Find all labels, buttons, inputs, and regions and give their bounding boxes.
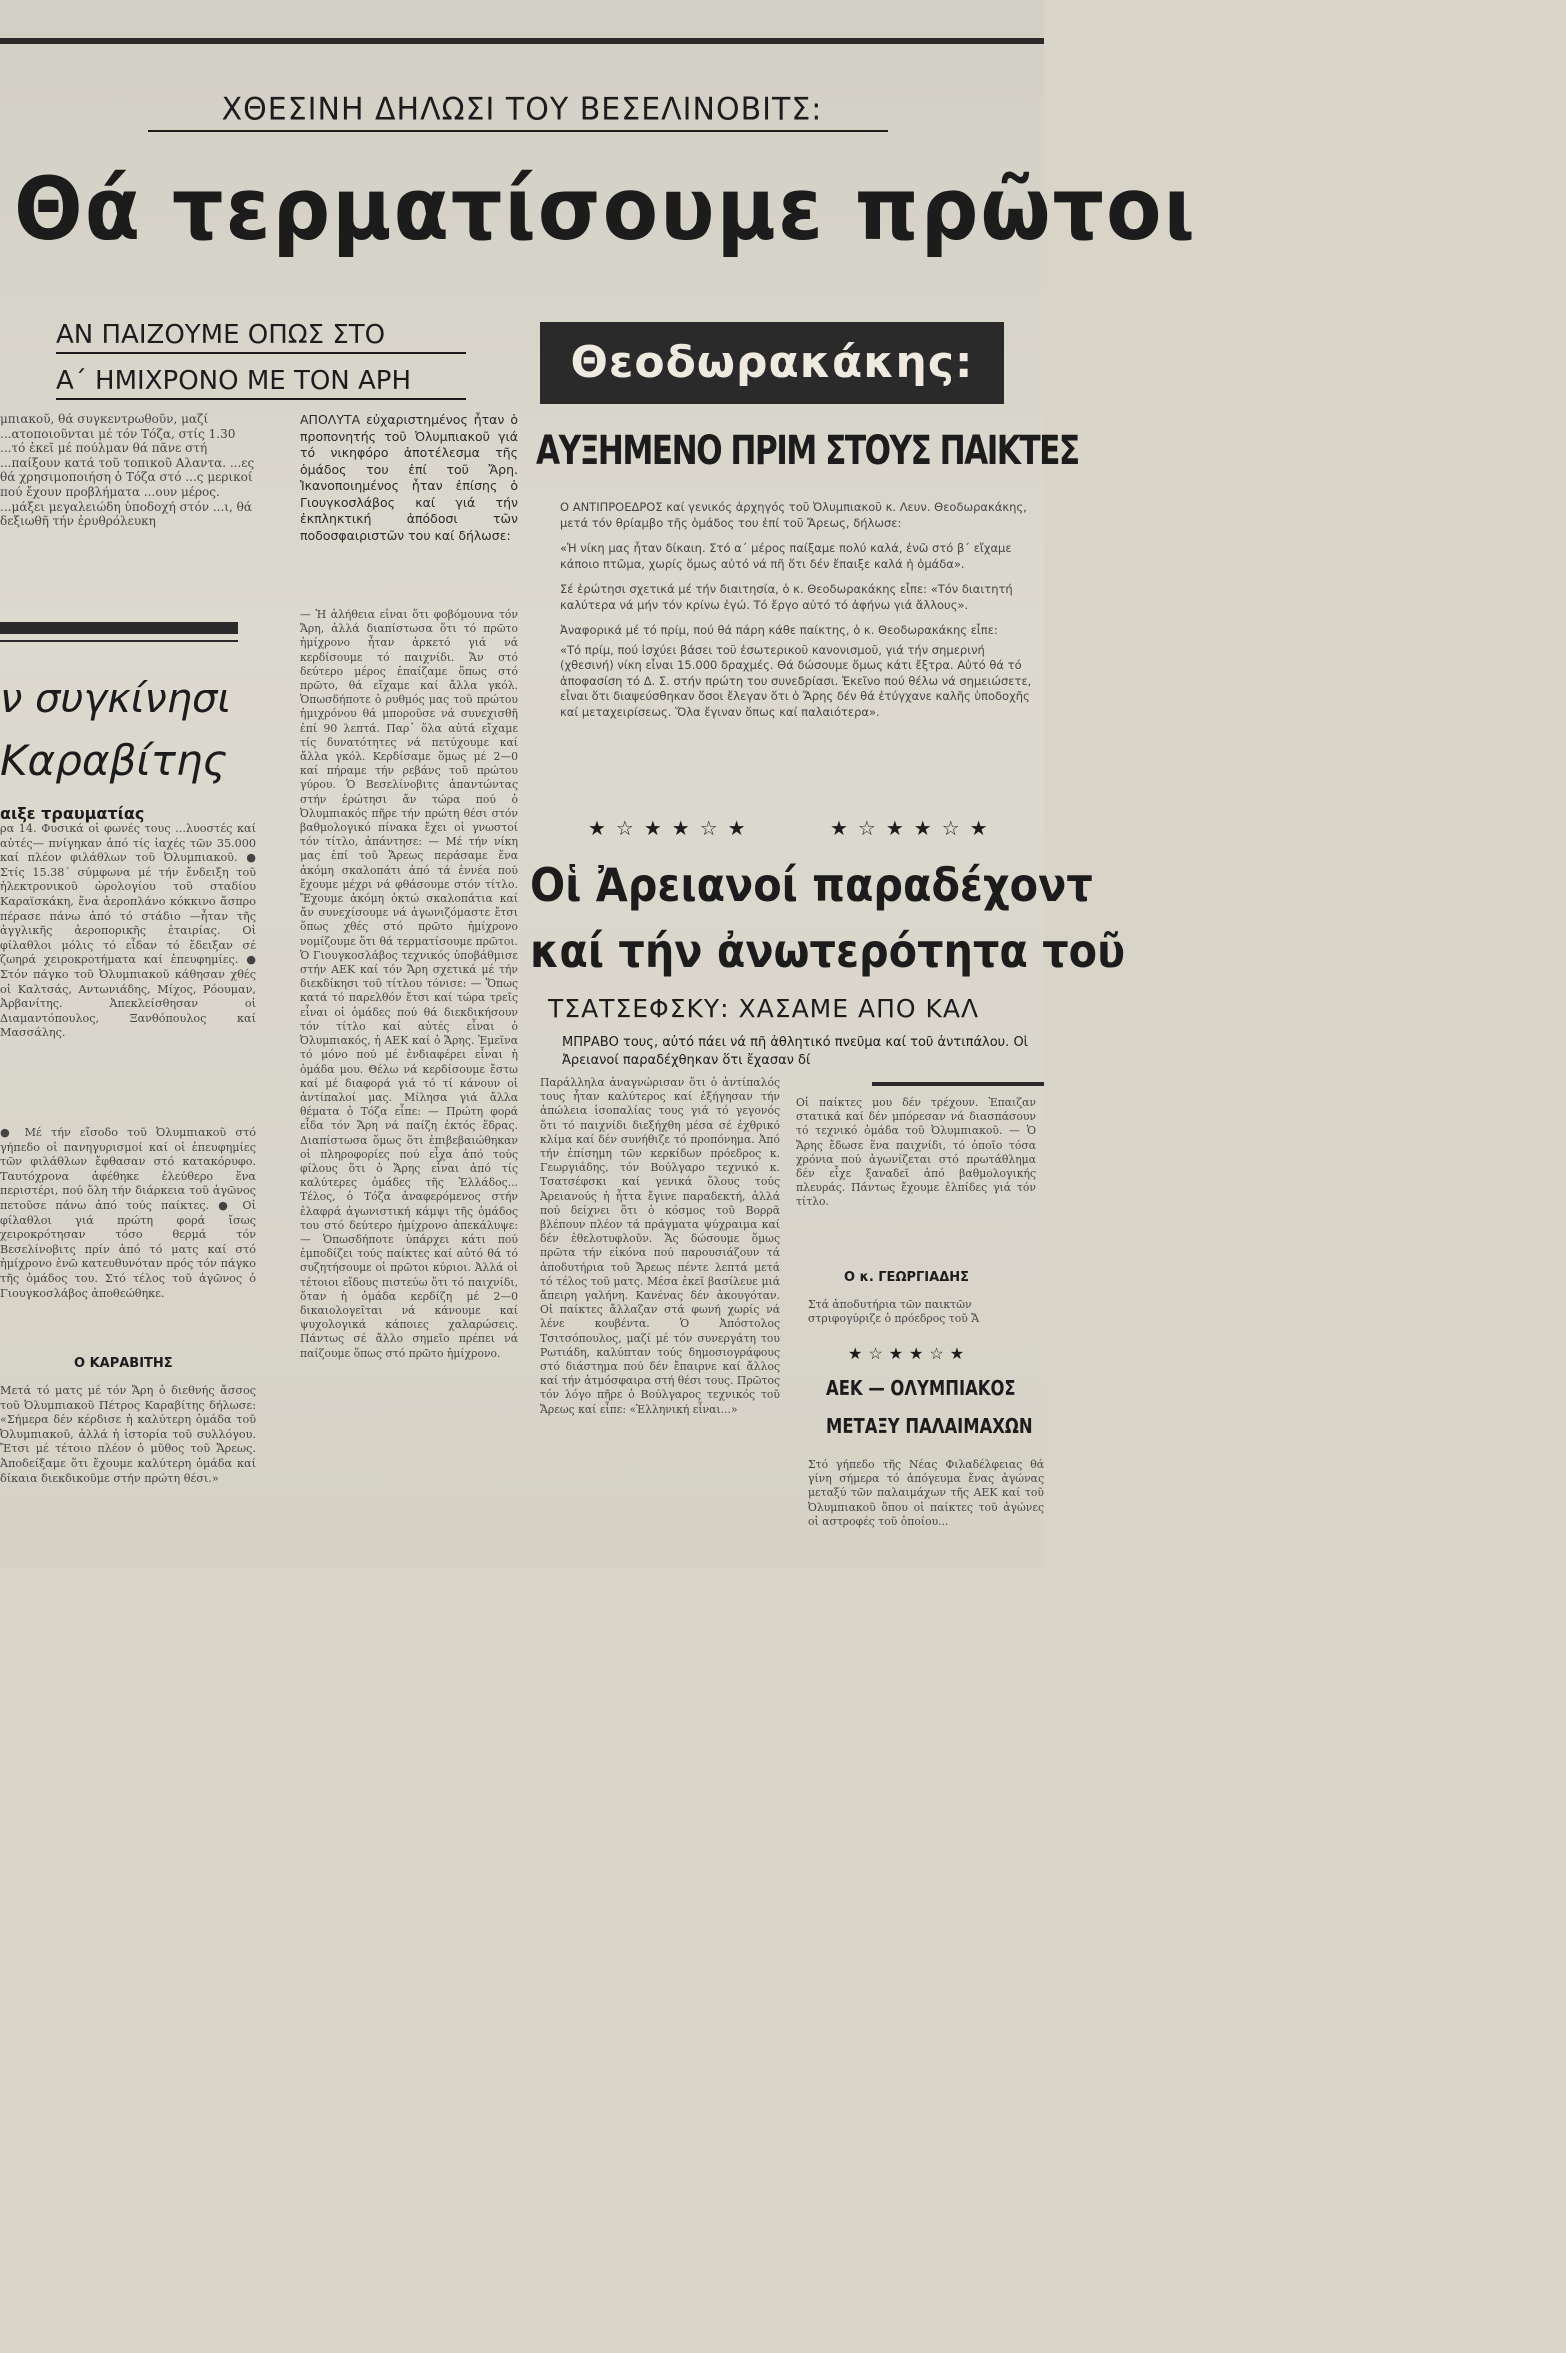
- left-column-top-text: μπιακοῦ, θά συγκεντρωθοῦν, μαζί ...ατοποιοῦνται μέ τόν Τόζα, στίς 1.30 ...τό ἐκεῖ μέ πούλμαν θά πᾶνε στή ...παίξουν κατά τοῦ τοπικοῦ Αλαντα. ...ες θά χρησιμοποιήση ὁ Τόζα στό ...ς μερικοί πού ἔχουν προβλήματα ...ουν μέρος. ...μάξει μεγαλειώδη ὑποδοχή στόν ...ι, θά δεξιωθῆ τήν ἐρυθρόλευκη: [0, 412, 255, 529]
- sygkinisi-headline-1: ν συγκίνησι: [0, 676, 231, 722]
- middle-column-body: — Ἡ ἀλήθεια εἶναι ὅτι φοβόμουνα τόν Ἄρη, ἀλλά διαπίστωσα ὅτι τό πρῶτο ἡμίχρονο ἦταν ἀρκετό γιά νά κερδίσουμε τό παιχνίδι. Ἄν στό δεύτερο μέρος ἐπαίζαμε ὅπως στό πρῶτο, θά εἴχαμε καί ἄλλα γκόλ. Ὁπωσδήποτε ὁ ρυθμός μας τοῦ πρώτου ἡμιχρόνου θά μποροῦσε νά συνεχισθῆ ἐπί 90 λεπτά. Παρ᾿ ὅλα αὐτά εἴχαμε τίς δυνατότητες νά πετύχουμε καί ἄλλα γκόλ. Κερδίσαμε ὅμως μέ 2—0 καί πήραμε τήν ρεβάνς τοῦ πρώτου γύρου. Ὁ Βεσελίνοβιτς ἀπαντώντας στήν ἐρώτησι ἄν τώρα πού ὁ Ὀλυμπιακός πῆρε τήν πρώτη θέσι στόν βαθμολογικό πίνακα ἔχει οἱ γνωστοί τόν τίτλο, ἀπάντησε: — Μέ τήν νίκη μας ἐπί τοῦ Ἄρεως περάσαμε ἕνα ἀκόμη σκαλοπάτι ἀπό τά ἐννέα πού ἔχουμε μέχρι νά φθάσουμε στόν τίτλο. Ἔχουμε ἀκόμη ὀκτώ σκαλοπάτια καί ἄν συνεχίσουμε νά ἀγωνιζόμαστε ἔτσι ὅπως χθές στό πρῶτο ἡμίχρονο νομίζουμε ὅτι θά τερματίσουμε πρῶτοι. Ὁ Γιουγκοσλάβος τεχνικός ὑποβάθμισε στήν ΑΕΚ καί τόν Ἄρη σχετικά μέ τήν διεκδίκησι τοῦ τίτλου τόνισε: — Ὅπως κατά τό παρελθόν ἔτσι καί τώρα τρεῖς εἶναι οἱ ὁμάδες πού θά διεκδικήσουν τόν τίτλο καί αὐτές εἶναι ὁ Ὀλυμπιακός, ἡ ΑΕΚ καί ὁ Ἄρης. Ἐμεῖνα τό μόνο πού μέ ἐνδιαφέρει εἶναι ἡ ὁμάδα μου. Θέλω νά κερδίσουμε ἔστω καί μέ διαφορά γιά τό τί κάνουν οἱ ἀντίπαλοί μας. Μίλησα γιά ἄλλα θέματα ὁ Τόζα εἶπε: — Πρώτη φορά εἶδα τόν Ἄρη νά παίζη ἐκτός ἕδρας. Διαπίστωσα ὅμως ὅτι ἐπιβεβαιώθηκαν οἱ πληροφορίες πού εἶχα ἀπό τούς φίλους ὅτι ὁ Ἄρης εἶναι ἀπό τίς καλύτερες ὁμάδες τῆς Ἑλλάδος... Τέλος, ὁ Τόζα ἀναφερόμενος στήν ἐλαφρά ἀγωνιστική κάμψι τῆς ὁμάδος του στό δεύτερο ἡμίχρονο ἀπεκάλυψε: — Ὁπωσδήποτε ὑπάρχει κάτι πού ἐμποδίζει τούς παίκτες καί αὐτό θά τό συζητήσουμε οἱ πρῶτοι κύριοι. Ἀλλά οἱ τέτοιοι εἴδους πιστεύω ὅτι τό παιχνίδι, ὅταν ἡ ὁμάδα κερδίζη μέ 2—0 δικαιολογεῖται νά κάνουμε καί ψυχολογικά κάποιες χαλαρώσεις. Πάντως σέ ἄλλο σημεῖο πρέπει νά παίζουμε ὅπως στό πρῶτο ἡμίχρονο.: [300, 608, 518, 1360]
- sygkinisi-subhead: αιξε τραυματίας: [0, 804, 145, 823]
- section-rule-thick: [0, 622, 238, 634]
- kicker-headline: ΧΘΕΣΙΝΗ ΔΗΛΩΣΙ ΤΟΥ ΒΕΣΕΛΙΝΟΒΙΤΣ:: [221, 91, 823, 128]
- middle-column-intro: ΑΠΟΛΥΤΑ εὐχαριστημένος ἦταν ὁ προπονητής τοῦ Ὀλυμπιακοῦ γιά τό νικηφόρο ἀποτέλεσμα τῆς ὁμάδος του ἐπί τοῦ Ἄρη. Ἱκανοποιημένος ἦταν ἐπίσης ὁ Γιουγκοσλάβος καί γιά τήν ἐκπληκτική ἀπόδοσι τῶν ποδοσφαιριστῶν του καί δήλωσε:: [300, 412, 518, 543]
- areianoi-column-2: Οἱ παίκτες μου δέν τρέχουν. Ἐπαιζαν στατικά καί δέν μπόρεσαν νά διασπάσουν τό τεχνικό ὁμάδα τοῦ Ὀλυμπιακοῦ. — Ὁ Ἄρης ἔδωσε ἕνα παιχνίδι, τό ὁποῖο τόσα χρόνια πού ἀγωνίζεται στό πρωτάθλημα δέν εἶχε ξαναδεῖ ἀπό βαθμολογικής πλευράς. Πάντως ἔχουμε ἐλπίδες γιά τόν τίτλο.: [796, 1096, 1036, 1209]
- section-rule-thin: [0, 640, 238, 642]
- theodorakakis-banner: Θεοδωρακάκης:: [540, 322, 1004, 404]
- subhead-line-1: ΑΝ ΠΑΙΖΟΥΜΕ ΟΠΩΣ ΣΤΟ: [56, 320, 386, 350]
- theodorakakis-paragraph-3: Σέ ἐρώτησι σχετικά μέ τήν διαιτησία, ὁ κ. Θεοδωρακάκης εἶπε: «Τόν διαιτητή καλύτερα νά μήν τόν κρίνω ἐγώ. Τό ἔργο αὐτό τό ἀφήνω γιά ἄλλους».: [560, 582, 1013, 612]
- stars-divider-small: ★☆★★☆★: [848, 1344, 971, 1363]
- georgiadis-heading: Ο κ. ΓΕΩΡΓΙΑΔΗΣ: [844, 1270, 970, 1285]
- georgiadis-body: Στά ἀποδυτήρια τῶν παικτῶν στριφογύριζε ὁ πρόεδρος τοῦ Ἄ: [808, 1298, 980, 1326]
- main-headline: Θά τερματίσουμε πρῶτοι: [14, 160, 1197, 260]
- areianoi-column-rule: [872, 1082, 1044, 1086]
- theodorakakis-article: [540, 500, 1036, 720]
- areianoi-headline-2: καί τήν ἀνωτερότητα τοῦ: [530, 924, 1126, 978]
- theodorakakis-subhead: ΑΥΞΗΜΕΝΟ ΠΡΙΜ ΣΤΟΥΣ ΠΑΙΚΤΕΣ: [536, 428, 1079, 474]
- stars-divider-right: ★☆★★☆★: [830, 816, 998, 840]
- kicker-underline: [148, 130, 888, 132]
- theodorakakis-paragraph-5: «Τό πρίμ, πού ἰσχύει βάσει τοῦ ἐσωτερικοῦ κανονισμοῦ, γιά τήν σημερινή (χθεσινή) νίκη εἶναι 15.000 δραχμές. Θά δώσουμε ὅμως κάτι ἔξτρα. Αὐτό θά τό ἀποφασίση τό Δ. Σ. στήν πρώτη του συνεδρίασι. Ἐκεῖνο πού θέλω νά σημειώσετε, εἶναι ὅτι διαψεύσθηκαν ὅσοι ἔλεγαν ὅτι ὁ Ἄρης δέν θά ἐτύγχανε καλῆς ὑποδοχῆς καί μεταχειρίσεως. Ὅλα ἔγιναν ὅπως καί παλαιότερα».: [560, 642, 1032, 719]
- bravo-lead: ΜΠΡΑΒΟ τους, αὐτό πάει νά πῆ ἀθλητικό πνεῦμα καί τοῦ ἀντιπάλου. Οἱ Ἀρειανοί παραδέχθηκαν ὅτι ἔχασαν δί: [562, 1035, 1029, 1068]
- areianoi-headline-1: Οἱ Ἀρειανοί παραδέχοντ: [530, 858, 1093, 912]
- palaimachon-headline: ΜΕΤΑΞΥ ΠΑΛΑΙΜΑΧΩΝ: [826, 1414, 1033, 1438]
- karavitis-body: Μετά τό ματς μέ τόν Ἄρη ὁ διεθνής ἄσσος τοῦ Ὀλυμπιακοῦ Πέτρος Καραβίτης δήλωσε: «Σήμερα δέν κέρδισε ἡ καλύτερη ὁμάδα τοῦ Ὀλυμπιακοῦ, ἀλλά ἡ ἱστορία τοῦ συλλόγου. Ἔτσι μέ τέτοιο πλέον ὁ μῦθος τοῦ Ἄρεως. Ἀποδείξαμε ὅτι ἔχουμε καλύτερη ὁμάδα καί δίκαια διεκδικοῦμε στήν πρώτη θέσι.»: [0, 1384, 256, 1485]
- left-column-lower-text: ● Μέ τήν εἴσοδο τοῦ Ὀλυμπιακοῦ στό γήπεδο οἱ πανηγυρισμοί καί οἱ ἐπευφημίες τῶν φιλάθλων ἔφθασαν στό κατακόρυφο. Ταυτόχρονα ἀφέθηκε ἐλεύθερο ἕνα περιστέρι, πού ὅλη τήν διάρκεια τοῦ ἀγῶνος πετοῦσε πάνω ἀπό τούς παίκτες. ● Οἱ φίλαθλοι γιά πρώτη φορά ἴσως χειροκρότησαν τόσο θερμά τόν Βεσελίνοβιτς πρίν ἀπό τό ματς καί στό ἡμίχρονο ἐνῶ κατευθυνόταν πρός τόν πάγκο τῆς ὁμάδος του. Στό τέλος τοῦ ἀγῶνος ὁ Γιουγκοσλάβος ἀποθεώθηκε.: [0, 1126, 256, 1300]
- theodorakakis-paragraph-4: Ἀναφορικά μέ τό πρίμ, πού θά πάρη κάθε παίκτης, ὁ κ. Θεοδωρακάκης εἶπε:: [560, 623, 998, 637]
- subhead-line-2: Α΄ ΗΜΙΧΡΟΝΟ ΜΕ ΤΟΝ ΑΡΗ: [56, 366, 412, 396]
- theodorakakis-paragraph-1: Ο ΑΝΤΙΠΡΟΕΔΡΟΣ καί γενικός ἀρχηγός τοῦ Ὀλυμπιακοῦ κ. Λευν. Θεοδωρακάκης, μετά τόν θρίαμβο τῆς ὁμάδος του ἐπί τοῦ Ἄρεως, δήλωσε:: [560, 500, 1027, 530]
- areianoi-column-1: Παράλληλα ἀναγνώρισαν ὅτι ὁ ἀντίπαλός τους ἦταν καλύτερος καί ἐξήγησαν τήν ἀπώλεια ἰσοπαλίας τους γιά τό γεγονός ὅτι τό παιχνίδι διεξήχθη μέσα σέ ἐχθρικό κλίμα καί δέν συνήθιζε τό προπόνημα. Ἀπό τήν ἐπίσημη τῶν κερκίδων πρόεδρος κ. Γεωργιάδης, τόν Βούλγαρο τεχνικό κ. Τσατσέφσκι καί γενικά ὅλους τούς Ἀρειανούς ἡ ἧττα ἔγινε παραδεκτή, ἀλλά πού δείχνει ὅτι ὁ κόσμος τοῦ Βορρᾶ βλέπουν πλέον τά πράγματα ψύχραιμα καί δέν ἐθελοτυφλοῦν. Ἄς δώσουμε ὅμως πρῶτα τήν εἰκόνα πού παρουσιάζουν τά ἀποδυτήρια τοῦ Ἄρεως πέντε λεπτά μετά τό τέλος τοῦ ματς. Μέσα ἐκεῖ βασίλευε μιά ἄπειρη γαλήνη. Κανένας δέν ἀκουγόταν. Οἱ παίκτες ἄλλαζαν στά φωνή χωρίς νά λένε κουβέντα. Ὁ Ἀπόστολος Τσιτσόπουλος, μαζί μέ τόν συνεργάτη του Ρωτιάδη, καλύπταν τούς δημοσιογράφους στό διάστημα πού δέν ἔπαιρνε καί ἄλλος καί τήν ἀτμόσφαιρα στή θέσι τους. Πρῶτος τόν λόγο πῆρε ὁ Βούλγαρος τεχνικός τοῦ Ἄρεως καί εἶπε: «Ἑλληνική εἶναι...»: [540, 1076, 780, 1416]
- stars-divider-left: ★☆★★☆★: [588, 816, 756, 840]
- subhead-rule-1: [56, 352, 466, 354]
- karavitis-heading: Ο ΚΑΡΑΒΙΤΗΣ: [74, 1356, 173, 1371]
- left-column-middle-text: ρα 14. Φυσικά οἱ φωνές τους ...λυοστές καί αὐτές— πνίγηκαν ἀπό τίς ἰαχές τῶν 35.000 καί πλέον φιλάθλων τοῦ Ὀλυμπιακοῦ. ● Στίς 15.38΄ σύμφωνα μέ τήν ἔνδειξη τοῦ ἠλεκτρονικοῦ ὡρολογίου τοῦ σταδίου Καραϊσκάκη, ἕνα ἀεροπλάνο κόκκινο ἄσπρο πέρασε πάνω ἀπό τό στάδιο —ἦταν τῆς ἀγγλικῆς ἀεροπορικῆς ἑταιρίας. Οἱ φίλαθλοι μόλις τό εἶδαν τό ἔδειξαν σέ ζωηρά χειροκροτήματα καί ἐπευφημίες. ● Στόν πάγκο τοῦ Ὀλυμπιακοῦ κάθησαν χθές οἱ Καλτσάς, Αντωνιάδης, Μίχος, Ρόουμαν, Ἀρβανίτης. Ἀπεκλείσθησαν οἱ Διαμαντόπουλος, Ξανθόπουλος καί Μασσάλης.: [0, 822, 256, 1040]
- tsatsefsky-subhead: ΤΣΑΤΣΕΦΣΚΥ: ΧΑΣΑΜΕ ΑΠΟ ΚΑΛ: [548, 994, 980, 1023]
- top-rule: [0, 38, 1044, 44]
- sygkinisi-headline-2: Καραβίτης: [0, 736, 228, 785]
- aek-olympiakos-headline: ΑΕΚ — ΟΛΥΜΠΙΑΚΟΣ: [826, 1376, 1016, 1400]
- aek-body: Στό γήπεδο τῆς Νέας Φιλαδέλφειας θά γίνη σήμερα τό ἀπόγευμα ἕνας ἀγώνας μεταξύ τῶν παλαιμάχων τῆς ΑΕΚ καί τοῦ Ὀλυμπιακοῦ ὅπου οἱ παίκτες τοῦ ἀγώνες οἱ αστροφές τοῦ ὁποίου...: [808, 1458, 1044, 1528]
- subhead-rule-2: [56, 398, 466, 400]
- theodorakakis-paragraph-2: «Ἡ νίκη μας ἦταν δίκαιη. Στό α΄ μέρος παίξαμε πολύ καλά, ἐνῶ στό β΄ εἴχαμε κάποιο πτῶμα, χωρίς ὅμως αὐτό νά πῆ ὅτι δέν ἔπαιξε καλά ἡ ὁμάδα».: [560, 541, 1012, 571]
